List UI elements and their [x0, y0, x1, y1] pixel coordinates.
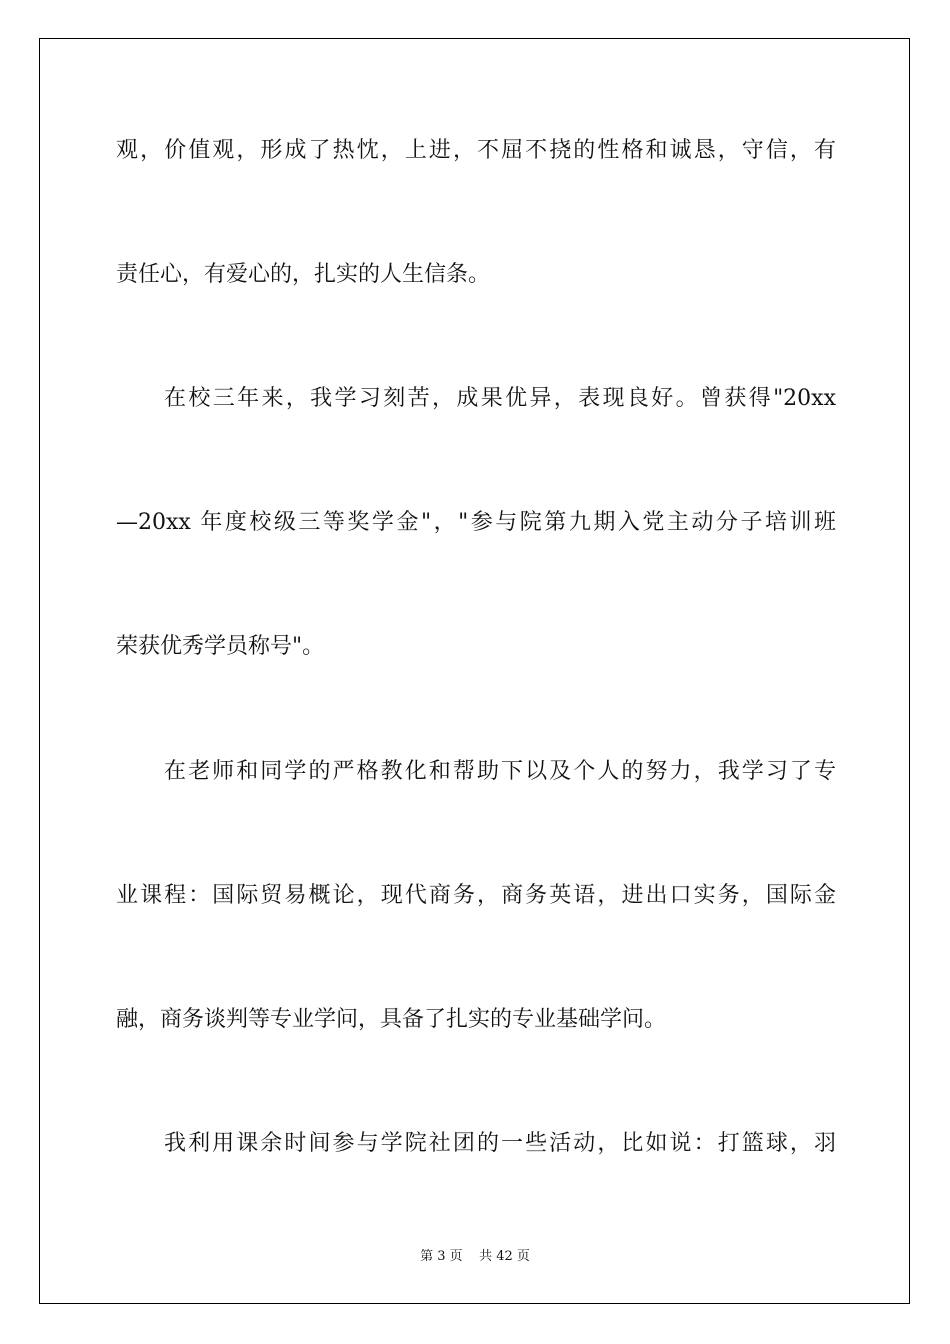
paragraph-1-line-2: 责任心，有爱心的，扎实的人生信条。 [116, 262, 491, 287]
page-border [39, 38, 910, 1304]
paragraph-1-line-1: 观，价值观，形成了热忱，上进，不屈不挠的性格和诚恳，守信，有 [116, 138, 836, 163]
paragraph-3-line-3: 融，商务谈判等专业学问，具备了扎实的专业基础学问。 [116, 1007, 667, 1032]
paragraph-3-line-1: 在老师和同学的严格教化和帮助下以及个人的努力，我学习了专 [164, 759, 836, 784]
page-number-footer: 第 3 页 共 42 页 [420, 1249, 530, 1264]
paragraph-4-line-1: 我利用课余时间参与学院社团的一些活动，比如说：打篮球，羽 [164, 1131, 836, 1156]
paragraph-2-line-1: 在校三年来，我学习刻苦，成果优异，表现良好。曾获得"20xx [164, 386, 836, 411]
paragraph-2-line-2: —20xx 年度校级三等奖学金"，"参与院第九期入党主动分子培训班 [116, 510, 836, 535]
paragraph-3-line-2: 业课程：国际贸易概论，现代商务，商务英语，进出口实务，国际金 [116, 883, 836, 908]
paragraph-2-line-3: 荣获优秀学员称号"。 [116, 634, 325, 659]
